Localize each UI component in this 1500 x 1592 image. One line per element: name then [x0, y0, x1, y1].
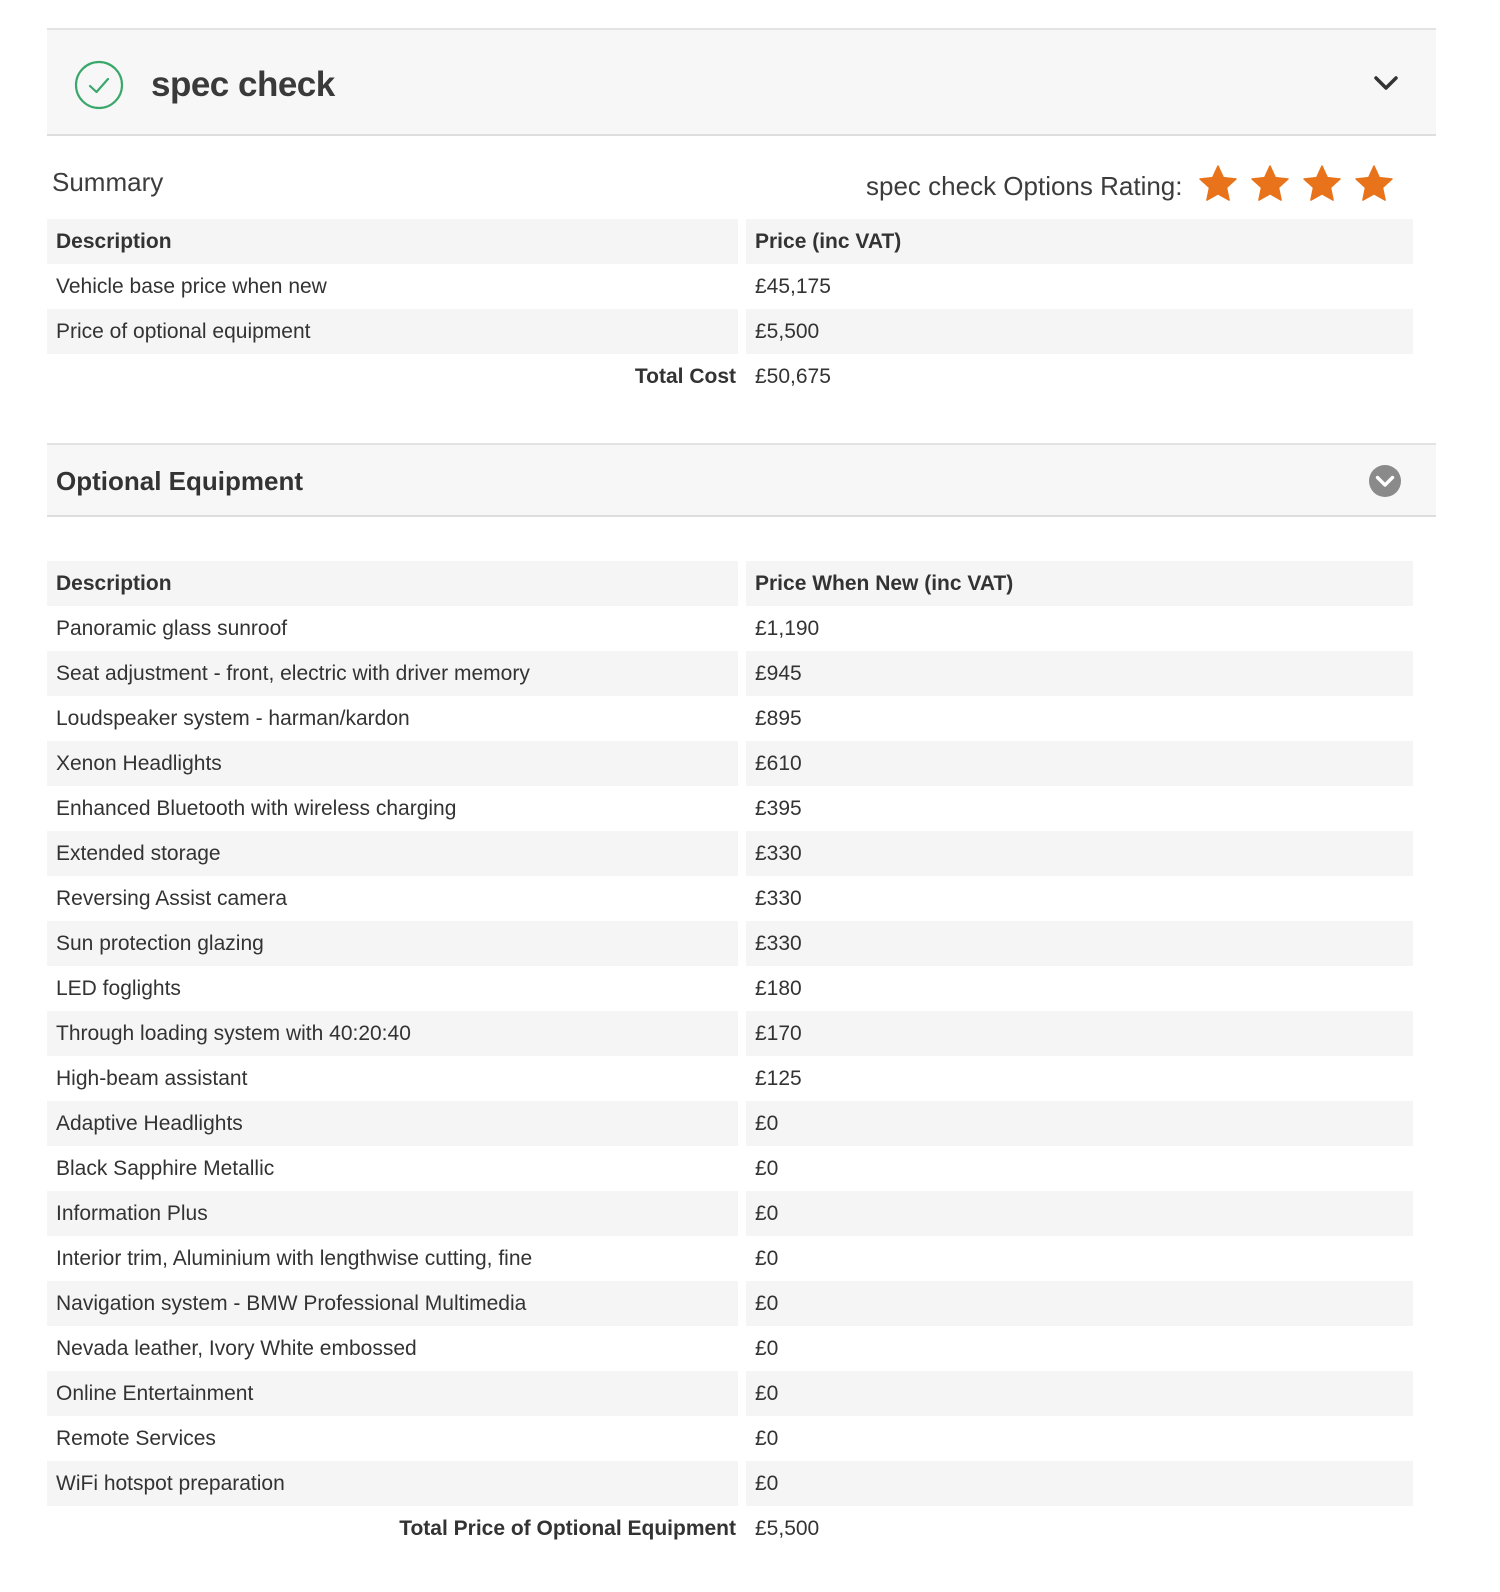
optional-header-row: [47, 561, 1413, 606]
row-description: Xenon Headlights: [47, 741, 738, 786]
table-row: [47, 1011, 1413, 1056]
row-description: Vehicle base price when new: [56, 274, 327, 298]
row-price: £0: [755, 1156, 779, 1180]
row-price: £610: [746, 741, 1413, 786]
total-row: [47, 354, 1413, 399]
star-icon: [1302, 164, 1342, 204]
row-price: £180: [755, 976, 802, 1000]
table-row: [47, 1416, 1413, 1461]
circle-chevron-down-icon[interactable]: [1368, 464, 1402, 498]
row-description: Navigation system - BMW Professional Multimedia: [47, 1281, 738, 1326]
table-row: [47, 696, 1413, 741]
summary-label: Summary: [52, 167, 164, 197]
row-price: £0: [755, 1426, 779, 1450]
row-price: £895: [755, 706, 802, 730]
total-label: Total Price of Optional Equipment: [399, 1516, 736, 1540]
row-price: £0: [746, 1281, 1413, 1326]
row-description: Panoramic glass sunroof: [56, 616, 288, 640]
table-row: [47, 1101, 1413, 1146]
column-header-price: Price When New (inc VAT): [746, 561, 1413, 606]
star-icon: [1250, 164, 1290, 204]
spec-check-title: spec check: [151, 65, 335, 104]
row-description: High-beam assistant: [56, 1066, 248, 1090]
row-description: Loudspeaker system - harman/kardon: [56, 706, 410, 730]
row-description: Black Sapphire Metallic: [56, 1156, 275, 1180]
row-price: £0: [746, 1191, 1413, 1236]
table-row: [47, 1371, 1413, 1416]
row-price: £330: [746, 831, 1413, 876]
row-price: £0: [755, 1246, 779, 1270]
row-description: Nevada leather, Ivory White embossed: [56, 1336, 417, 1360]
row-description: WiFi hotspot preparation: [47, 1461, 738, 1506]
check-circle-icon: [74, 60, 124, 110]
row-description: Online Entertainment: [47, 1371, 738, 1416]
table-row: [47, 606, 1413, 651]
summary-header-row: [47, 219, 1413, 264]
row-description: Through loading system with 40:20:40: [47, 1011, 738, 1056]
options-rating-label: spec check Options Rating:: [866, 171, 1183, 201]
star-icon: [1354, 164, 1394, 204]
row-description: Reversing Assist camera: [56, 886, 288, 910]
table-row: [47, 876, 1413, 921]
row-price: £5,500: [746, 309, 1413, 354]
table-row: [47, 1056, 1413, 1101]
row-price: £0: [746, 1101, 1413, 1146]
table-row: [47, 1461, 1413, 1506]
row-price: £330: [746, 921, 1413, 966]
row-price: £170: [746, 1011, 1413, 1056]
column-header-description: Description: [47, 219, 738, 264]
optional-equipment-table: [39, 561, 1421, 1551]
chevron-down-icon[interactable]: [1373, 74, 1399, 92]
row-price: £1,190: [755, 616, 820, 640]
total-value: £5,500: [755, 1516, 820, 1540]
row-price: £330: [755, 886, 802, 910]
table-row: [47, 1191, 1413, 1236]
table-row: [47, 921, 1413, 966]
summary-table: [39, 219, 1421, 399]
total-label: Total Cost: [634, 364, 736, 388]
row-description: Enhanced Bluetooth with wireless charging: [56, 796, 457, 820]
row-description: LED foglights: [56, 976, 181, 1000]
row-description: Remote Services: [56, 1426, 216, 1450]
row-price: £0: [746, 1461, 1413, 1506]
table-row: [47, 831, 1413, 876]
row-price: £125: [755, 1066, 802, 1090]
table-row: [47, 1281, 1413, 1326]
table-row: [47, 264, 1413, 309]
row-description: Seat adjustment - front, electric with driver memory: [47, 651, 738, 696]
table-row: [47, 741, 1413, 786]
row-description: Adaptive Headlights: [47, 1101, 738, 1146]
row-description: Price of optional equipment: [47, 309, 738, 354]
row-description: Extended storage: [47, 831, 738, 876]
table-row: [47, 1326, 1413, 1371]
optional-equipment-title: Optional Equipment: [56, 466, 303, 496]
table-row: [47, 786, 1413, 831]
total-value: £50,675: [755, 364, 831, 388]
row-price: £945: [746, 651, 1413, 696]
table-row: [47, 1236, 1413, 1281]
row-description: Sun protection glazing: [47, 921, 738, 966]
star-icon: [1198, 164, 1238, 204]
row-price: £0: [746, 1371, 1413, 1416]
table-row: [47, 1146, 1413, 1191]
spec-check-header[interactable]: [47, 28, 1436, 136]
row-description: Information Plus: [47, 1191, 738, 1236]
optional-equipment-header[interactable]: [47, 443, 1436, 517]
table-row: [47, 309, 1413, 354]
total-row: [47, 1506, 1413, 1551]
options-rating-stars: [1198, 164, 1394, 204]
row-description: Interior trim, Aluminium with lengthwise cutting, fine: [56, 1246, 533, 1270]
table-row: [47, 966, 1413, 1011]
column-header-price: Price (inc VAT): [746, 219, 1413, 264]
column-header-description: Description: [47, 561, 738, 606]
row-price: £0: [755, 1336, 779, 1360]
table-row: [47, 651, 1413, 696]
row-price: £45,175: [755, 274, 831, 298]
row-price: £395: [755, 796, 802, 820]
